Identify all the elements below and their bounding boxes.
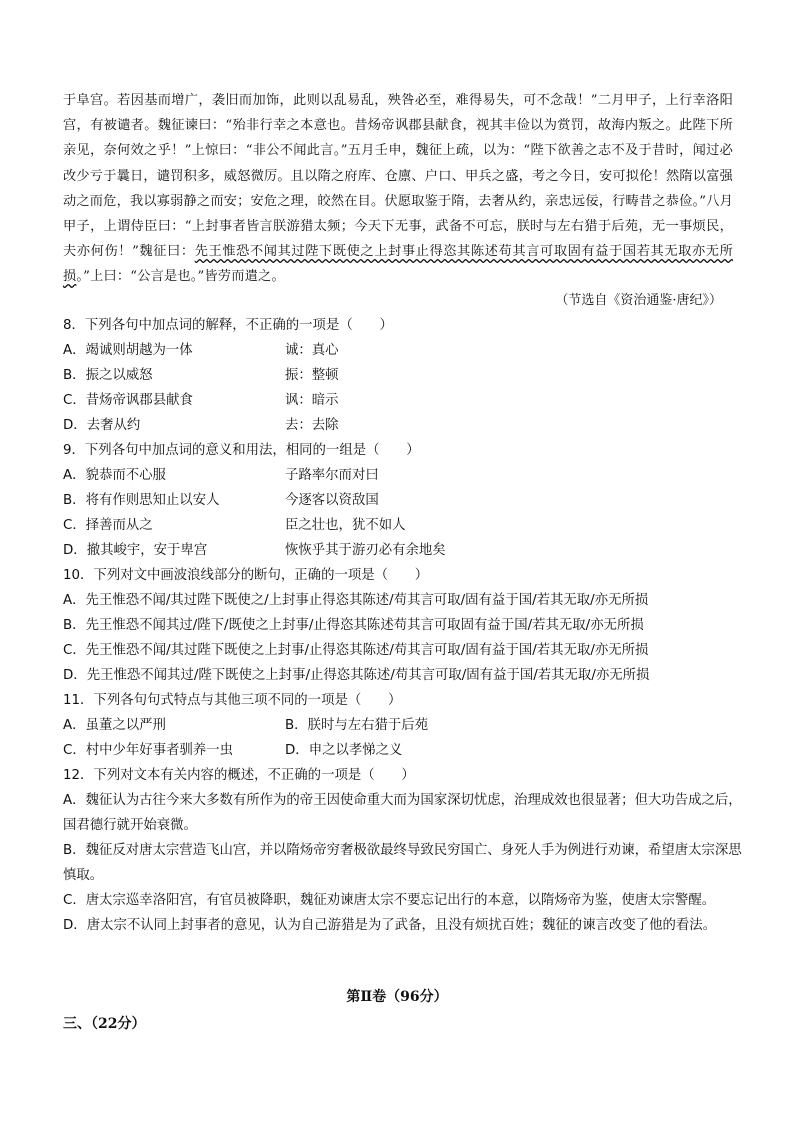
question-10-option-a: A．先王惟恐不闻/其过陛下既使之/上封事止得恣其陈述/苟其言可取/固有益于国/若其无取/亦无所损 <box>63 593 649 608</box>
question-9-option-b: B．将有作则思知止以安人 今逐客以资敌国 <box>63 493 379 508</box>
part-2-title: 第Ⅱ卷（96分） <box>346 989 448 1005</box>
question-12-option-b: B．魏征反对唐太宗营造飞山宫，并以隋炀帝穷奢极欲最终导致民穷国亡、身死人手为例进行劝谏，希望唐太宗深思慎取。 <box>63 843 742 883</box>
question-8-option-a: A．竭诚则胡越为一体 诚：真心 <box>63 343 339 358</box>
question-11-options-ab: A．虽董之以严刑 B．朕时与左右猎于后苑 <box>63 718 429 733</box>
question-10-option-d: D．先王惟恐不闻其过/陛下既使之上封事/止得恣其陈述/苟其言可取/固有益于国/若其无取/亦无所损 <box>63 668 650 683</box>
wavy-underlined-sentence: 先王惟恐不闻其过陛下既使之上封事止得恣其陈述苟其言可取固有益于国若其无取亦无所损 <box>63 244 734 285</box>
question-12-stem: 12．下列对文本有关内容的概述，不正确的一项是（ ） <box>63 768 415 783</box>
question-10-option-c: C．先王惟恐不闻/其过陛下既使之上封事/止得恣其陈述/苟其言可取/固有益于国/若其无取/亦无所损 <box>63 643 649 658</box>
question-9-option-a: A．貌恭而不心服 子路率尔而对曰 <box>63 468 379 483</box>
question-9-option-d: D．撤其峻宇，安于卑宫 恢恢乎其于游刃必有余地矣 <box>63 543 446 558</box>
classical-passage <box>63 88 733 290</box>
question-8-option-b: B．振之以威怒 振：整顿 <box>63 368 339 383</box>
question-12-option-d: D．唐太宗不认同上封事者的意见，认为自己游猎是为了武备，且没有烦扰百姓；魏征的谏言改变了他的看法。 <box>63 918 717 933</box>
passage-text: 于阜宫。若因基而增广，袭旧而加饰，此则以乱易乱，殃咎必至，难得易失，可不念哉！”二月甲子，上行幸洛阳宫，有被谴者。魏征谏曰：“殆非行幸之本意也。昔炀帝讽郡县献食，视其丰俭以为赏罚，故海内叛之。此陛下所亲见，奈何效之乎！”上惊曰：“非公不闻此言。”五月壬申，魏征上疏，以为：“陛下欲善之志不及于昔时，闻过必改少亏于曩日，谴罚积多，威怒微厉。且以隋之府库、仓廪、户口、甲兵之盛，考之今日，安可拟伦！然隋以富强动之而危，我以寡弱静之而安；安危之理，皎然在目。伏愿取鉴于隋，去奢从约，亲忠远佞，行畴昔之恭俭。”八月甲子，上谓侍臣曰：“上封事者皆言朕游猎太频；今天下无事，武备不可忘，朕时与左右猎于后苑，无一事烦民，夫亦何伤！”魏征曰： <box>63 93 733 260</box>
question-8-stem: 8．下列各句中加点词的解释，不正确的一项是（ ） <box>63 318 393 333</box>
question-8-option-d: D．去奢从约 去：去除 <box>63 418 339 433</box>
question-10-option-b: B．先王惟恐不闻其过/陛下/既使之上封事/止得恣其陈述苟其言可取固有益于国/若其无取/亦无所损 <box>63 618 644 633</box>
question-10-stem: 10．下列对文中画波浪线部分的断句，正确的一项是（ ） <box>63 568 429 583</box>
question-9-option-c: C．择善而从之 臣之壮也，犹不如人 <box>63 518 406 533</box>
question-11-options-cd: C．村中少年好事者驯养一虫 D．申之以孝悌之义 <box>63 743 403 758</box>
passage-text-end: 。”上曰：“公言是也。”皆劳而遣之。 <box>76 269 285 285</box>
passage-source: （节选自《资治通鉴·唐纪》） <box>555 293 722 308</box>
questions <box>63 313 743 938</box>
section-3-title: 三、（22分） <box>63 1016 146 1032</box>
question-12-option-a: A．魏征认为古往今来大多数有所作为的帝王因使命重大而为国家深切忧虑，治理成效也很显著；但大功告成之后，国君德行就开始衰微。 <box>63 793 742 833</box>
question-12-option-c: C．唐太宗巡幸洛阳宫，有官员被降职，魏征劝谏唐太宗不要忘记出行的本意，以隋炀帝为鉴，使唐太宗警醒。 <box>63 893 716 908</box>
question-9-stem: 9．下列各句中加点词的意义和用法，相同的一组是（ ） <box>63 443 420 458</box>
question-11-stem: 11．下列各句句式特点与其他三项不同的一项是（ ） <box>63 693 402 708</box>
question-8-option-c: C．昔炀帝讽郡县献食 讽：暗示 <box>63 393 339 408</box>
